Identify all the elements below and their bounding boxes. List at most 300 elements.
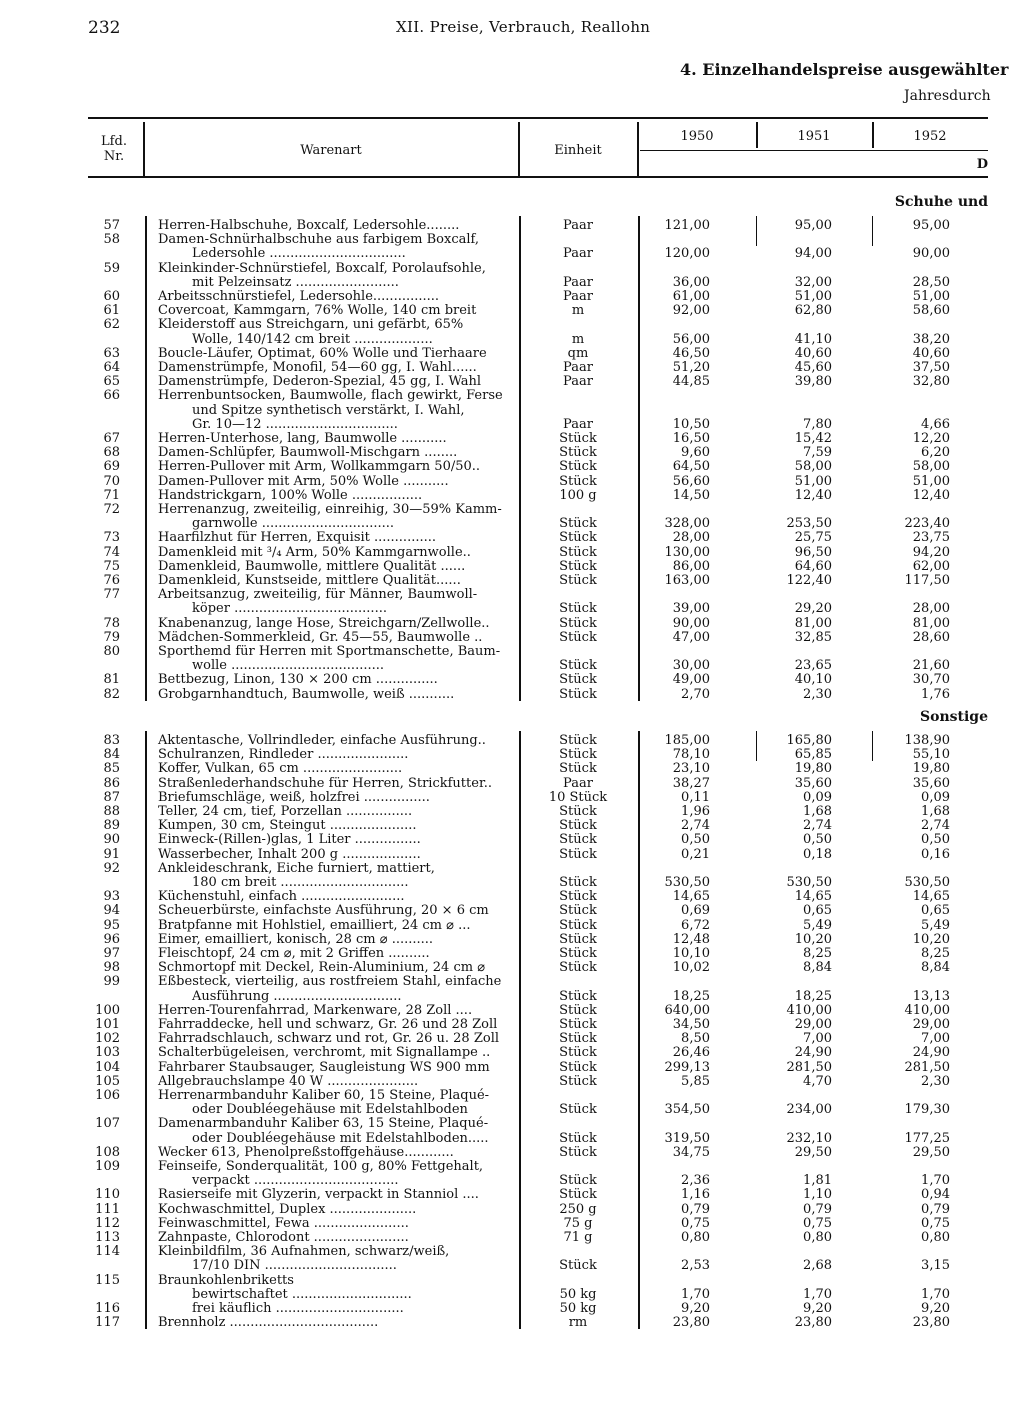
section-year-divider-1950	[756, 216, 757, 246]
section-col-divider-nr	[145, 216, 147, 701]
row-number: 87	[103, 789, 120, 805]
price-1950: 299,13	[664, 1059, 710, 1075]
row-number: 62	[103, 317, 120, 333]
unit-cell: 71 g	[563, 1230, 593, 1245]
row-number: 80	[103, 644, 120, 659]
item-description: Arbeitsanzug, zweiteilig, für Männer, Baumwoll-	[158, 587, 478, 603]
price-1952: 13,13	[912, 988, 950, 1004]
price-1950: 28,00	[672, 530, 710, 546]
item-description: Einweck-(Rillen-)glas, 1 Liter ................	[158, 832, 421, 848]
row-number: 73	[103, 530, 120, 546]
price-1951: 62,80	[794, 303, 832, 319]
price-1952: 21,60	[912, 658, 950, 674]
row-number: 111	[95, 1201, 120, 1217]
unit-cell: Stück	[559, 601, 597, 617]
item-description: Teller, 24 cm, tief, Porzellan ................	[158, 804, 413, 819]
item-description: Herrenanzug, zweiteilig, einreihig, 30—59% Kamm-	[158, 502, 502, 517]
item-description: Herrenbuntsocken, Baumwolle, flach gewirkt, Ferse	[158, 388, 503, 404]
unit-cell: Stück	[559, 516, 597, 532]
price-1952: 35,60	[912, 775, 950, 791]
row-number: 72	[103, 502, 120, 517]
item-description: Mädchen-Sommerkleid, Gr. 45—55, Baumwolle ..	[158, 629, 483, 645]
price-1952: 9,20	[921, 1301, 950, 1316]
unit-cell: Paar	[563, 775, 593, 791]
item-description: Damenstrümpfe, Dederon-Spezial, 45 gg, I. Wahl	[158, 374, 482, 390]
unit-cell: Paar	[563, 218, 593, 233]
item-description: Wecker 613, Phenolpreßstoffgehäuse............	[158, 1144, 454, 1160]
row-number: 85	[103, 761, 120, 777]
price-1952: 10,20	[912, 931, 950, 947]
unit-cell: rm	[568, 1315, 588, 1331]
price-1950: 10,02	[672, 960, 710, 976]
unit-cell: 50 kg	[559, 1301, 597, 1316]
price-1951: 5,49	[803, 917, 832, 933]
price-1951: 0,79	[803, 1201, 832, 1217]
item-description: Eßbesteck, vierteilig, aus rostfreiem Stahl, einfache	[158, 974, 502, 990]
item-description: Knabenanzug, lange Hose, Streichgarn/Zellwolle..	[158, 615, 490, 631]
unit-cell: Stück	[559, 473, 597, 489]
price-1952: 2,30	[921, 1073, 950, 1089]
unit-cell: Stück	[559, 1031, 597, 1047]
price-1951: 7,80	[803, 416, 832, 432]
price-1950: 90,00	[672, 615, 710, 631]
row-number: 59	[103, 260, 120, 276]
section-year-divider-1951	[872, 216, 873, 246]
price-1951: 45,60	[794, 360, 832, 375]
row-number: 92	[103, 860, 120, 876]
item-description: Damen-Schlüpfer, Baumwoll-Mischgarn ........	[158, 445, 458, 461]
unit-cell: Stück	[559, 1045, 597, 1061]
unit-cell: 250 g	[559, 1201, 597, 1217]
price-1952: 94,20	[912, 544, 950, 560]
header-year-1951: 1951	[797, 129, 831, 144]
item-description: garnwolle ................................	[192, 516, 394, 532]
price-1952: 30,70	[912, 672, 950, 688]
price-1951: 8,84	[803, 960, 832, 976]
price-1951: 29,20	[794, 601, 832, 617]
price-1952: 28,60	[912, 629, 950, 645]
row-number: 79	[103, 629, 120, 645]
price-1952: 58,00	[912, 459, 950, 475]
unit-cell: Stück	[559, 1130, 597, 1146]
price-1951: 64,60	[794, 558, 832, 574]
header-currency: D	[976, 157, 988, 172]
header-year-1952: 1952	[913, 129, 947, 144]
item-description: Haarfilzhut für Herren, Exquisit ...............	[158, 530, 436, 546]
row-number: 96	[103, 931, 120, 947]
item-description: Kumpen, 30 cm, Steingut .....................	[158, 818, 417, 834]
price-1950: 0,69	[681, 903, 710, 919]
item-description: wolle .....................................	[192, 658, 384, 674]
item-description: Handstrickgarn, 100% Wolle .................	[158, 487, 423, 503]
item-description: und Spitze synthetisch verstärkt, I. Wahl,	[192, 402, 465, 418]
item-description: Fahrbarer Staubsauger, Saugleistung WS 900 mm	[158, 1059, 490, 1075]
item-description: Schulranzen, Rindleder ......................	[158, 747, 409, 763]
row-number: 64	[103, 360, 120, 375]
unit-cell: Stück	[559, 459, 597, 475]
table-title: 4. Einzelhandelspreise ausgewählter	[680, 60, 1009, 79]
unit-cell: 100 g	[559, 487, 597, 503]
price-1950: 640,00	[664, 1002, 710, 1018]
row-number: 89	[103, 818, 120, 834]
price-1950: 49,00	[672, 672, 710, 688]
price-1951: 18,25	[794, 988, 832, 1004]
unit-cell: Paar	[563, 246, 593, 262]
price-1950: 86,00	[672, 558, 710, 574]
unit-cell: Stück	[559, 431, 597, 446]
row-number: 81	[103, 672, 120, 688]
price-1951: 23,80	[794, 1315, 832, 1331]
section-label: Sonstige	[920, 709, 988, 725]
page-number: 232	[88, 18, 121, 38]
price-1952: 29,50	[912, 1144, 950, 1160]
price-1952: 12,20	[912, 431, 950, 446]
price-1951: 234,00	[786, 1102, 832, 1118]
row-number: 115	[95, 1272, 120, 1288]
price-1950: 51,20	[672, 360, 710, 375]
price-1951: 0,75	[803, 1215, 832, 1231]
price-1950: 14,50	[672, 487, 710, 503]
unit-cell: Stück	[559, 832, 597, 848]
header-einheit: Einheit	[554, 143, 602, 158]
unit-cell: Stück	[559, 1187, 597, 1203]
price-1951: 1,10	[803, 1187, 832, 1203]
price-1951: 94,00	[794, 246, 832, 262]
unit-cell: Stück	[559, 846, 597, 862]
item-description: Sporthemd für Herren mit Sportmanschette, Baum-	[158, 644, 501, 659]
price-1951: 7,59	[803, 445, 832, 461]
unit-cell: 75 g	[563, 1215, 593, 1231]
row-number: 88	[103, 804, 120, 819]
row-number: 105	[95, 1073, 120, 1089]
price-1951: 2,74	[803, 818, 832, 834]
price-1951: 281,50	[786, 1059, 832, 1075]
price-1951: 12,40	[794, 487, 832, 503]
row-number: 77	[103, 587, 120, 603]
unit-cell: Paar	[563, 360, 593, 375]
price-1952: 0,65	[921, 903, 950, 919]
price-1952: 29,00	[912, 1017, 950, 1032]
unit-cell: Paar	[563, 289, 593, 304]
item-description: Gr. 10—12 ................................	[192, 416, 398, 432]
price-1952: 90,00	[912, 246, 950, 262]
price-1952: 23,75	[912, 530, 950, 546]
item-description: Bettbezug, Linon, 130 × 200 cm ...............	[158, 672, 438, 688]
price-1950: 1,96	[681, 804, 710, 819]
price-1951: 0,65	[803, 903, 832, 919]
price-1951: 0,50	[803, 832, 832, 848]
row-number: 108	[95, 1144, 120, 1160]
price-1951: 19,80	[794, 761, 832, 777]
item-description: oder Doubléegehäuse mit Edelstahlboden.....	[192, 1130, 489, 1146]
unit-cell: Stück	[559, 615, 597, 631]
price-1950: 44,85	[672, 374, 710, 390]
row-number: 58	[103, 232, 120, 248]
price-1952: 2,74	[921, 818, 950, 834]
price-1950: 2,53	[681, 1258, 710, 1274]
price-1952: 0,50	[921, 832, 950, 848]
row-number: 83	[103, 733, 120, 748]
price-1951: 51,00	[794, 289, 832, 304]
price-1952: 223,40	[904, 516, 950, 532]
row-number: 61	[103, 303, 120, 319]
item-description: Eimer, emailliert, konisch, 28 cm ⌀ ..........	[158, 931, 434, 947]
row-number: 60	[103, 289, 120, 304]
price-1952: 55,10	[912, 747, 950, 763]
price-1950: 2,36	[681, 1173, 710, 1189]
price-1952: 3,15	[921, 1258, 950, 1274]
price-1952: 37,50	[912, 360, 950, 375]
price-1952: 32,80	[912, 374, 950, 390]
row-number: 90	[103, 832, 120, 848]
price-1950: 130,00	[664, 544, 710, 560]
unit-cell: Stück	[559, 960, 597, 976]
price-1951: 1,68	[803, 804, 832, 819]
price-1952: 281,50	[904, 1059, 950, 1075]
item-description: Kochwaschmittel, Duplex .....................	[158, 1201, 417, 1217]
unit-cell: Stück	[559, 530, 597, 546]
row-number: 67	[103, 431, 120, 446]
price-1950: 163,00	[664, 573, 710, 588]
unit-cell: Stück	[559, 988, 597, 1004]
item-description: Covercoat, Kammgarn, 76% Wolle, 140 cm breit	[158, 303, 477, 319]
row-number: 86	[103, 775, 120, 791]
item-description: Briefumschläge, weiß, holzfrei ................	[158, 789, 430, 805]
price-1950: 18,25	[672, 988, 710, 1004]
row-number: 98	[103, 960, 120, 976]
price-1951: 4,70	[803, 1073, 832, 1089]
section-col-divider-unit	[638, 216, 640, 701]
unit-cell: m	[571, 303, 585, 319]
price-1950: 5,85	[681, 1073, 710, 1089]
unit-cell: Stück	[559, 1144, 597, 1160]
item-description: Damenkleid mit ³/₄ Arm, 50% Kammgarnwolle..	[158, 544, 471, 560]
unit-cell: Stück	[559, 1102, 597, 1118]
price-1950: 34,50	[672, 1017, 710, 1032]
row-number: 82	[103, 686, 120, 702]
price-1951: 32,00	[794, 274, 832, 290]
price-1952: 138,90	[904, 733, 950, 748]
price-1950: 319,50	[664, 1130, 710, 1146]
price-1950: 185,00	[664, 733, 710, 748]
item-description: verpackt ...................................	[192, 1173, 399, 1189]
row-number: 57	[103, 218, 120, 233]
section-col-divider-ware	[519, 731, 521, 1329]
item-description: Damenkleid, Kunstseide, mittlere Qualität......	[158, 573, 461, 588]
item-description: Kleinkinder-Schnürstiefel, Boxcalf, Porolaufsohle,	[158, 260, 486, 276]
unit-cell: m	[571, 331, 585, 347]
price-1951: 51,00	[794, 473, 832, 489]
price-1950: 92,00	[672, 303, 710, 319]
item-description: Schalterbügeleisen, verchromt, mit Signallampe ..	[158, 1045, 491, 1061]
row-number: 104	[95, 1059, 120, 1075]
row-number: 106	[95, 1088, 120, 1103]
price-1950: 23,80	[672, 1315, 710, 1331]
price-1950: 12,48	[672, 931, 710, 947]
row-number: 113	[95, 1230, 120, 1245]
price-1952: 40,60	[912, 345, 950, 361]
item-description: Damen-Pullover mit Arm, 50% Wolle ...........	[158, 473, 449, 489]
price-1950: 34,75	[672, 1144, 710, 1160]
unit-cell: Stück	[559, 1173, 597, 1189]
item-description: 17/10 DIN ................................	[192, 1258, 397, 1274]
row-number: 71	[103, 487, 120, 503]
row-number: 70	[103, 473, 120, 489]
row-number: 91	[103, 846, 120, 862]
item-description: Rasierseife mit Glyzerin, verpackt in Stanniol ....	[158, 1187, 479, 1203]
price-1951: 253,50	[786, 516, 832, 532]
unit-cell: Stück	[559, 1258, 597, 1274]
item-description: Scheuerbürste, einfachste Ausführung, 20 × 6 cm	[158, 903, 489, 919]
item-description: Herren-Unterhose, lang, Baumwolle ...........	[158, 431, 447, 446]
price-1950: 530,50	[664, 875, 710, 890]
price-1950: 8,50	[681, 1031, 710, 1047]
price-1952: 23,80	[912, 1315, 950, 1331]
price-1950: 56,00	[672, 331, 710, 347]
header-warenart: Warenart	[300, 143, 362, 158]
price-1952: 28,00	[912, 601, 950, 617]
item-description: Fahrraddecke, hell und schwarz, Gr. 26 und 28 Zoll	[158, 1017, 498, 1032]
row-number: 66	[103, 388, 120, 404]
price-1951: 58,00	[794, 459, 832, 475]
item-description: Damen-Schnürhalbschuhe aus farbigem Boxcalf,	[158, 232, 480, 248]
unit-cell: Paar	[563, 416, 593, 432]
row-number: 101	[95, 1017, 120, 1032]
col-divider-nr	[143, 122, 145, 177]
price-1951: 1,70	[803, 1286, 832, 1302]
price-1952: 410,00	[904, 1002, 950, 1018]
price-1952: 7,00	[921, 1031, 950, 1047]
item-description: Damenkleid, Baumwolle, mittlere Qualität ......	[158, 558, 466, 574]
price-1952: 62,00	[912, 558, 950, 574]
unit-cell: Stück	[559, 747, 597, 763]
price-1952: 95,00	[912, 218, 950, 233]
price-1952: 51,00	[912, 473, 950, 489]
price-1952: 179,30	[904, 1102, 950, 1118]
item-description: Arbeitsschnürstiefel, Ledersohle................	[158, 289, 440, 304]
section-year-divider-1950	[756, 731, 757, 761]
price-1951: 32,85	[794, 629, 832, 645]
price-1950: 2,70	[681, 686, 710, 702]
price-1950: 120,00	[664, 246, 710, 262]
price-1950: 0,50	[681, 832, 710, 848]
price-1950: 1,16	[681, 1187, 710, 1203]
price-1950: 38,27	[672, 775, 710, 791]
header-top-rule	[88, 117, 988, 119]
price-1952: 0,16	[921, 846, 950, 862]
price-1950: 121,00	[664, 218, 710, 233]
price-1950: 10,50	[672, 416, 710, 432]
price-1952: 0,75	[921, 1215, 950, 1231]
price-1952: 1,68	[921, 804, 950, 819]
price-1951: 10,20	[794, 931, 832, 947]
price-1951: 40,10	[794, 672, 832, 688]
unit-cell: Stück	[559, 903, 597, 919]
price-1950: 36,00	[672, 274, 710, 290]
price-1951: 2,68	[803, 1258, 832, 1274]
price-1951: 65,85	[794, 747, 832, 763]
unit-cell: 10 Stück	[548, 789, 608, 805]
item-description: Kleinbildfilm, 36 Aufnahmen, schwarz/weiß,	[158, 1244, 450, 1260]
price-1950: 47,00	[672, 629, 710, 645]
price-1951: 9,20	[803, 1301, 832, 1316]
row-number: 103	[95, 1045, 120, 1061]
price-1950: 1,70	[681, 1286, 710, 1302]
item-description: Herrenarmbanduhr Kaliber 60, 15 Steine, Plaqué-	[158, 1088, 490, 1103]
price-1951: 8,25	[803, 946, 832, 961]
item-description: Ankleideschrank, Eiche furniert, mattiert,	[158, 860, 435, 876]
unit-cell: Stück	[559, 629, 597, 645]
row-number: 102	[95, 1031, 120, 1047]
price-1951: 81,00	[794, 615, 832, 631]
price-1951: 41,10	[794, 331, 832, 347]
price-1950: 56,60	[672, 473, 710, 489]
row-number: 78	[103, 615, 120, 631]
row-number: 84	[103, 747, 120, 763]
price-1952: 8,84	[921, 960, 950, 976]
unit-cell: Stück	[559, 917, 597, 933]
row-number: 94	[103, 903, 120, 919]
section-label: Schuhe und	[894, 194, 988, 210]
unit-cell: Stück	[559, 946, 597, 961]
unit-cell: 50 kg	[559, 1286, 597, 1302]
price-1950: 0,11	[681, 789, 710, 805]
price-1952: 0,80	[921, 1230, 950, 1245]
price-1952: 1,76	[921, 686, 950, 702]
unit-cell: Stück	[559, 658, 597, 674]
price-1952: 12,40	[912, 487, 950, 503]
price-1951: 232,10	[786, 1130, 832, 1146]
item-description: köper .....................................	[192, 601, 387, 617]
unit-cell: Stück	[559, 875, 597, 890]
row-number: 76	[103, 573, 120, 588]
price-1951: 40,60	[794, 345, 832, 361]
price-1950: 0,80	[681, 1230, 710, 1245]
item-description: Herren-Pullover mit Arm, Wollkammgarn 50/50..	[158, 459, 481, 475]
row-number: 93	[103, 889, 120, 905]
price-1950: 9,20	[681, 1301, 710, 1316]
item-description: Grobgarnhandtuch, Baumwolle, weiß ...........	[158, 686, 455, 702]
header-lfd-nr: Lfd. Nr.	[101, 134, 127, 164]
unit-cell: Stück	[559, 686, 597, 702]
row-number: 95	[103, 917, 120, 933]
price-1950: 9,60	[681, 445, 710, 461]
item-description: Bratpfanne mit Hohlstiel, emailliert, 24 cm ⌀ ...	[158, 917, 471, 933]
price-1950: 2,74	[681, 818, 710, 834]
year-header-rule	[640, 150, 988, 151]
row-number: 63	[103, 345, 120, 361]
price-1951: 122,40	[786, 573, 832, 588]
section-col-divider-ware	[519, 216, 521, 701]
row-number: 116	[95, 1301, 120, 1316]
price-1952: 4,66	[921, 416, 950, 432]
price-1952: 0,94	[921, 1187, 950, 1203]
header-bottom-rule	[88, 176, 988, 178]
item-description: Damenarmbanduhr Kaliber 63, 15 Steine, Plaqué-	[158, 1116, 489, 1132]
price-1950: 0,79	[681, 1201, 710, 1217]
price-1951: 15,42	[794, 431, 832, 446]
item-description: mit Pelzeinsatz .........................	[192, 274, 399, 290]
section-col-divider-nr	[145, 731, 147, 1329]
section-col-divider-unit	[638, 731, 640, 1329]
row-number: 117	[95, 1315, 120, 1331]
price-1951: 0,18	[803, 846, 832, 862]
price-1952: 81,00	[912, 615, 950, 631]
item-description: Küchenstuhl, einfach .........................	[158, 889, 405, 905]
item-description: 180 cm breit ...............................	[192, 875, 409, 890]
price-1951: 0,09	[803, 789, 832, 805]
price-1950: 30,00	[672, 658, 710, 674]
